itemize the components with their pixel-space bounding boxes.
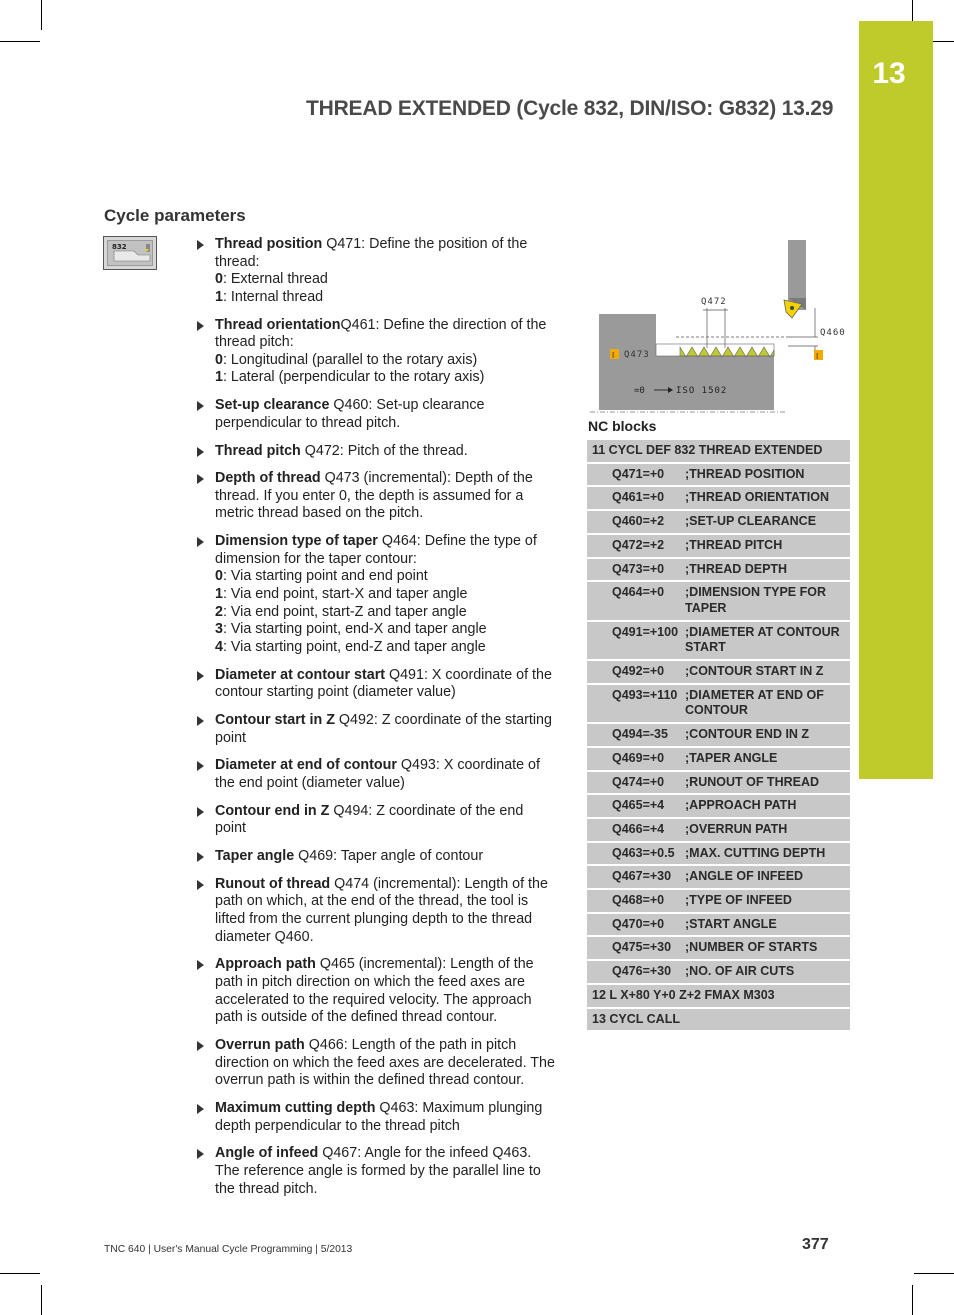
option-text: : Via end point, start-X and taper angle xyxy=(222,586,468,603)
crop-mark xyxy=(0,1273,40,1274)
nc-blocks-table xyxy=(587,440,850,1032)
nc-param-comment: ;THREAD ORIENTATION xyxy=(685,486,850,510)
bullet-arrow-icon xyxy=(197,1149,204,1159)
nc-row xyxy=(587,1008,850,1032)
nc-row xyxy=(587,984,850,1008)
nc-block-line: 12 L X+80 Y+0 Z+2 FMAX M303 xyxy=(587,984,850,1008)
footer-text: TNC 640 | User's Manual Cycle Programming | 5/2013 xyxy=(104,1244,353,1255)
label-q460: Q460 xyxy=(820,328,846,338)
nc-param-value: Q472=+2 xyxy=(587,534,685,558)
nc-param-comment: ;CONTOUR START IN Z xyxy=(685,660,850,684)
option-value: 3 xyxy=(215,621,223,638)
nc-param-comment: ;CONTOUR END IN Z xyxy=(685,723,850,747)
nc-row xyxy=(587,510,850,534)
bullet-arrow-icon xyxy=(197,321,204,331)
softkey-label: 832 xyxy=(112,243,127,251)
workpiece xyxy=(599,314,656,410)
option-value: 4 xyxy=(215,638,223,655)
nc-row xyxy=(587,794,850,818)
parameter-name: Approach path xyxy=(215,956,316,973)
nc-param-value: Q493=+110 xyxy=(587,684,685,723)
nc-row xyxy=(587,771,850,795)
option-value: 1 xyxy=(215,369,223,386)
nc-param-value: Q470=+0 xyxy=(587,913,685,937)
nc-param-value: Q467=+30 xyxy=(587,865,685,889)
parameter-name: Thread pitch xyxy=(215,442,301,459)
nc-param-comment: ;THREAD POSITION xyxy=(685,463,850,487)
parameter-item xyxy=(195,757,557,792)
bullet-arrow-icon xyxy=(197,1041,204,1051)
nc-param-value: Q469=+0 xyxy=(587,747,685,771)
nc-row xyxy=(587,581,850,620)
option-text: : Via starting point and end point xyxy=(222,568,428,585)
parameter-item xyxy=(195,1037,557,1090)
nc-param-comment: ;TYPE OF INFEED xyxy=(685,889,850,913)
option-value: 0 xyxy=(215,568,223,585)
nc-param-value: Q476=+30 xyxy=(587,960,685,984)
nc-block-line: 13 CYCL CALL xyxy=(587,1008,850,1032)
nc-row xyxy=(587,889,850,913)
nc-param-comment: ;APPROACH PATH xyxy=(685,794,850,818)
nc-param-comment: ;NUMBER OF STARTS xyxy=(685,936,850,960)
crop-mark xyxy=(41,0,42,30)
thread-diagram xyxy=(588,238,854,416)
cycle-832-softkey-icon xyxy=(103,236,157,270)
option-text: : Via end point, start-Z and taper angle xyxy=(222,603,467,620)
nc-param-value: Q474=+0 xyxy=(587,771,685,795)
nc-row xyxy=(587,621,850,660)
nc-param-comment: ;OVERRUN PATH xyxy=(685,818,850,842)
nc-row xyxy=(587,534,850,558)
parameter-item xyxy=(195,533,557,656)
crop-mark xyxy=(0,41,40,42)
nc-row xyxy=(587,684,850,723)
parameter-item xyxy=(195,317,557,387)
bullet-arrow-icon xyxy=(197,1104,204,1114)
parameter-name: Thread orientation xyxy=(215,316,341,333)
crop-mark xyxy=(41,1285,42,1315)
label-q473: Q473 xyxy=(624,350,650,360)
chapter-number: 13 xyxy=(872,57,906,90)
parameter-item xyxy=(195,397,557,432)
label-iso: ISO 1502 xyxy=(676,386,728,396)
parameter-option xyxy=(215,621,557,639)
label-q472: Q472 xyxy=(701,297,727,307)
parameter-name: Overrun path xyxy=(215,1037,305,1053)
nc-row xyxy=(587,960,850,984)
parameter-item xyxy=(195,712,557,747)
parameter-description: Q464: Define the type of dimension for the taper contour: xyxy=(215,533,537,567)
bullet-arrow-icon xyxy=(197,761,204,771)
parameter-name: Diameter at end of contour xyxy=(215,757,397,774)
parameter-name: Set-up clearance xyxy=(215,397,330,414)
parameter-option xyxy=(215,568,557,586)
nc-param-comment: ;NO. OF AIR CUTS xyxy=(685,960,850,984)
parameter-item xyxy=(195,470,557,523)
option-value: 0 xyxy=(215,271,223,288)
nc-param-value: Q468=+0 xyxy=(587,889,685,913)
parameter-description: Q461: Define the direction of the thread pitch: xyxy=(215,316,547,351)
nc-param-comment: ;RUNOUT OF THREAD xyxy=(685,771,850,795)
parameter-description: Q473 (incremental): Depth of the thread. If you enter 0, the depth is assumed for a metric thread based on the pitch. xyxy=(215,470,533,522)
option-text: : Via starting point, end-X and taper angle xyxy=(222,621,487,638)
nc-param-comment: ;DIMENSION TYPE FOR TAPER xyxy=(685,581,850,620)
parameter-name: Diameter at contour start xyxy=(215,666,386,683)
nc-param-value: Q461=+0 xyxy=(587,486,685,510)
option-value: 1 xyxy=(215,288,223,305)
parameter-item xyxy=(195,1145,557,1198)
parameter-list xyxy=(195,236,557,1208)
bullet-arrow-icon xyxy=(197,807,204,817)
bullet-arrow-icon xyxy=(197,447,204,457)
parameter-name: Maximum cutting depth xyxy=(215,1099,376,1116)
parameter-description: Q463: Maximum plunging depth perpendicular to the thread pitch xyxy=(215,1099,543,1134)
nc-param-comment: ;THREAD DEPTH xyxy=(685,558,850,582)
bullet-arrow-icon xyxy=(197,401,204,411)
nc-param-value: Q460=+2 xyxy=(587,510,685,534)
nc-param-value: Q492=+0 xyxy=(587,660,685,684)
crop-mark xyxy=(912,1285,913,1315)
parameter-description: Q460: Set-up clearance perpendicular to thread pitch. xyxy=(215,397,485,431)
option-text: : Internal thread xyxy=(222,288,324,305)
parameter-name: Contour start in Z xyxy=(215,711,335,728)
parameter-description: Q465 (incremental): Length of the path in pitch direction on which the feed axes are accelerated to the required velocity. The approach path is outside of the defined thread contour. xyxy=(215,956,534,1026)
nc-param-value: Q494=-35 xyxy=(587,723,685,747)
parameter-item xyxy=(195,443,557,461)
parameter-description: Q492: Z coordinate of the starting point xyxy=(215,711,552,746)
page-header-title: THREAD EXTENDED (Cycle 832, DIN/ISO: G832) 13.29 xyxy=(306,97,834,120)
nc-param-comment: ;START ANGLE xyxy=(685,913,850,937)
nc-row xyxy=(587,936,850,960)
parameter-description: Q493: X coordinate of the end point (diameter value) xyxy=(215,757,540,791)
parameter-description: Q466: Length of the path in pitch direction on which the feed axes are decelerated. The overrun path is within the defined thread contour. xyxy=(215,1037,555,1089)
nc-row xyxy=(587,440,850,463)
nc-row xyxy=(587,558,850,582)
parameter-name: Dimension type of taper xyxy=(215,533,378,550)
bullet-arrow-icon xyxy=(197,716,204,726)
parameter-description: Q471: Define the position of the thread: xyxy=(215,236,528,270)
bullet-arrow-icon xyxy=(197,240,204,250)
parameter-description: Q474 (incremental): Length of the path on which, at the end of the thread, the tool is lifted from the current plunging depth to the thread diameter Q460. xyxy=(215,875,548,945)
bullet-arrow-icon xyxy=(197,852,204,862)
option-text: : Via starting point, end-Z and taper angle xyxy=(222,638,486,655)
option-value: 2 xyxy=(215,603,223,620)
parameter-name: Angle of infeed xyxy=(215,1145,319,1162)
parameter-name: Taper angle xyxy=(215,848,295,865)
parameter-name: Thread position xyxy=(215,236,323,252)
nc-blocks-title: NC blocks xyxy=(588,418,657,434)
parameter-item xyxy=(195,1100,557,1135)
option-text: : Lateral (perpendicular to the rotary axis) xyxy=(222,369,485,386)
nc-param-value: Q475=+30 xyxy=(587,936,685,960)
bullet-arrow-icon xyxy=(197,880,204,890)
nc-param-comment: ;DIAMETER AT END OF CONTOUR xyxy=(685,684,850,723)
label-zero: =0 xyxy=(634,386,645,396)
nc-param-value: Q463=+0.5 xyxy=(587,842,685,866)
nc-row xyxy=(587,723,850,747)
parameter-item xyxy=(195,236,557,306)
parameter-description: Q491: X coordinate of the contour starting point (diameter value) xyxy=(215,666,552,701)
svg-text:I: I xyxy=(612,351,615,360)
nc-param-comment: ;THREAD PITCH xyxy=(685,534,850,558)
parameter-item xyxy=(195,956,557,1026)
nc-param-value: Q466=+4 xyxy=(587,818,685,842)
parameter-description: Q472: Pitch of the thread. xyxy=(300,442,468,459)
nc-row xyxy=(587,842,850,866)
nc-row xyxy=(587,818,850,842)
page-number: 377 xyxy=(802,1236,829,1253)
bullet-arrow-icon xyxy=(197,671,204,681)
parameter-item xyxy=(195,848,557,866)
parameter-option xyxy=(215,369,557,387)
parameter-option xyxy=(215,586,557,604)
nc-param-value: Q465=+4 xyxy=(587,794,685,818)
nc-param-comment: ;DIAMETER AT CONTOUR START xyxy=(685,621,850,660)
parameter-description: Q469: Taper angle of contour xyxy=(294,848,484,865)
parameter-option xyxy=(215,352,557,370)
nc-param-value: Q464=+0 xyxy=(587,581,685,620)
thread-teeth xyxy=(680,347,774,357)
option-text: : External thread xyxy=(222,271,328,288)
parameter-option xyxy=(215,271,557,289)
nc-param-comment: ;ANGLE OF INFEED xyxy=(685,865,850,889)
parameter-option xyxy=(215,639,557,657)
parameter-item xyxy=(195,667,557,702)
bullet-arrow-icon xyxy=(197,474,204,484)
parameter-option xyxy=(215,289,557,307)
nc-block-line: 11 CYCL DEF 832 THREAD EXTENDED xyxy=(587,440,850,463)
nc-param-value: Q471=+0 xyxy=(587,463,685,487)
parameter-description: Q494: Z coordinate of the end point xyxy=(215,802,524,837)
nc-param-value: Q491=+100 xyxy=(587,621,685,660)
nc-row xyxy=(587,463,850,487)
section-title: Cycle parameters xyxy=(104,206,246,225)
bullet-arrow-icon xyxy=(197,960,204,970)
parameter-name: Contour end in Z xyxy=(215,802,330,819)
chapter-tab xyxy=(859,21,933,779)
crop-mark xyxy=(914,1273,954,1274)
nc-param-value: Q473=+0 xyxy=(587,558,685,582)
nc-param-comment: ;SET-UP CLEARANCE xyxy=(685,510,850,534)
nc-param-comment: ;TAPER ANGLE xyxy=(685,747,850,771)
nc-row xyxy=(587,865,850,889)
parameter-item xyxy=(195,803,557,838)
nc-row xyxy=(587,913,850,937)
nc-row xyxy=(587,660,850,684)
option-text: : Longitudinal (parallel to the rotary axis) xyxy=(222,351,478,368)
bullet-arrow-icon xyxy=(197,537,204,547)
nc-param-comment: ;MAX. CUTTING DEPTH xyxy=(685,842,850,866)
option-value: 0 xyxy=(215,351,223,368)
svg-text:I: I xyxy=(816,352,819,361)
parameter-option xyxy=(215,604,557,622)
nc-row xyxy=(587,747,850,771)
parameter-description: Q467: Angle for the infeed Q463. The reference angle is formed by the parallel line to the thread pitch. xyxy=(215,1145,541,1197)
parameter-name: Depth of thread xyxy=(215,470,321,487)
parameter-item xyxy=(195,876,557,946)
parameter-name: Runout of thread xyxy=(215,875,331,892)
option-value: 1 xyxy=(215,586,223,603)
nc-row xyxy=(587,486,850,510)
